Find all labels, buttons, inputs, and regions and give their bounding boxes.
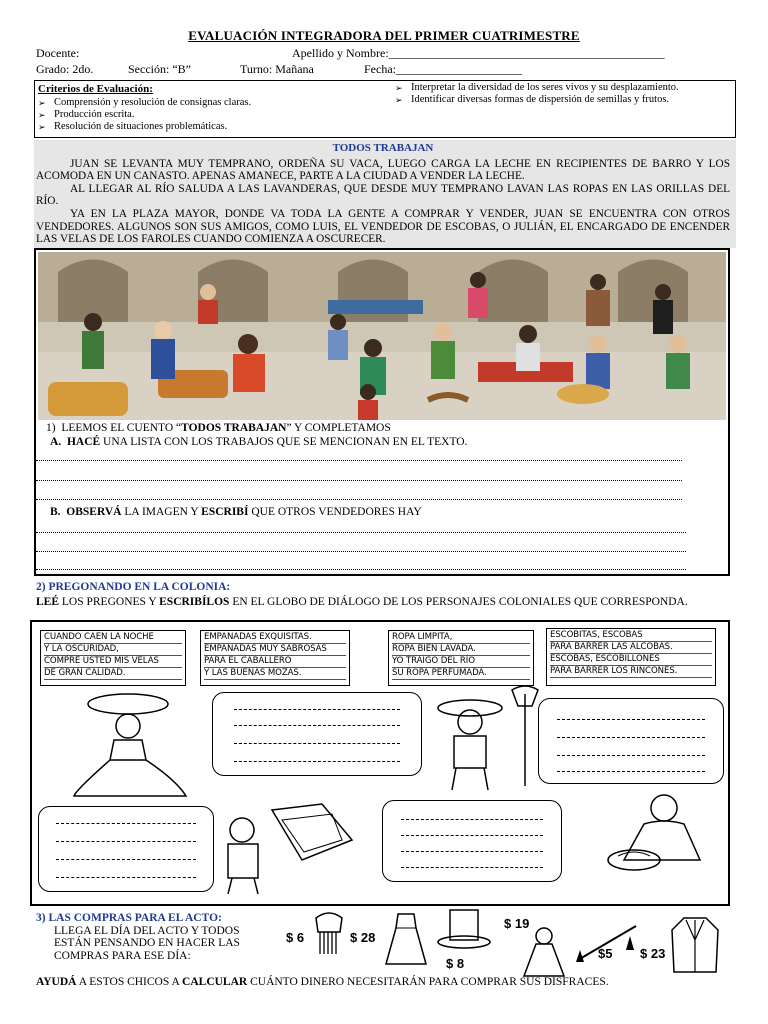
costume-girl-icon	[514, 926, 572, 978]
empanadera-character-icon	[66, 690, 206, 800]
story-paragraph: JUAN SE LEVANTA MUY TEMPRANO, ORDEÑA SU VACA, LUEGO CARGA LA LECHE EN RECIPIENTES DE BARRO Y LOS ACOMODA EN UN CANASTO. APENAS AMANECE, PARTE A LA CIUDAD A VENDER LA LECHE.	[36, 157, 730, 183]
criteria-left	[38, 83, 383, 133]
price-tag-saco: $ 23	[640, 946, 666, 961]
criteria-item: ➢ Interpretar la diversidad de los seres vivos y su desplazamiento.	[395, 82, 679, 93]
docente-label: Docente:	[36, 46, 80, 60]
page-title: EVALUACIÓN INTEGRADORA DEL PRIMER CUATRIMESTRE	[188, 28, 580, 43]
jacket-icon	[668, 916, 722, 974]
header-row-1	[36, 46, 736, 62]
question-3-title: 3) LAS COMPRAS PARA EL ACTO:	[36, 912, 222, 924]
pregon-ropa: ROPA LIMPITA, ROPA BIEN LAVADA. YO TRAIGO DEL RÍO SU ROPA PERFUMADA.	[388, 630, 534, 686]
question-3-instruction: AYUDÁ A ESTOS CHICOS A CALCULAR CUÁNTO DINERO NECESITARÁN PARA COMPRAR SUS DISFRACES.	[36, 976, 609, 988]
lavandera-character-icon	[604, 790, 724, 876]
criteria-right	[395, 82, 733, 106]
peineta-icon	[312, 912, 346, 958]
farolero-character-icon	[212, 800, 362, 896]
price-tag-baston: $5	[598, 946, 613, 961]
top-hat-icon	[436, 908, 492, 952]
turno-label: Turno: Mañana	[240, 62, 314, 76]
answer-line[interactable]	[36, 480, 682, 481]
arrow-bullet-icon: ➢	[38, 122, 46, 132]
question-2-instructions: LEÉ LOS PREGONES Y ESCRIBÍLOS EN EL GLOBO DE DIÁLOGO DE LOS PERSONAJES COLONIALES QUE CORRESPONDA.	[36, 596, 688, 608]
question-1-frame	[34, 248, 730, 576]
arrow-bullet-icon: ➢	[38, 110, 46, 120]
answer-line[interactable]	[36, 499, 682, 500]
pregon-empanadas: EMPANADAS EXQUISITAS. EMPANADAS MUY SABROSAS PARA EL CABALLERO Y LAS BUENAS MOZAS.	[200, 630, 350, 686]
arrow-bullet-icon: ➢	[395, 95, 403, 105]
grado-label: Grado: 2do.	[36, 62, 94, 76]
escobero-character-icon	[420, 686, 550, 796]
question-1b: B. OBSERVÁ LA IMAGEN Y ESCRIBÍ QUE OTROS VENDEDORES HAY	[50, 506, 422, 518]
story-paragraph: AL LLEGAR AL RÍO SALUDA A LAS LAVANDERAS, QUE DESDE MUY TEMPRANO LAVAN LAS ROPAS EN LAS ORILLAS DEL RÍO.	[36, 182, 730, 208]
price-tag-peineta: $ 6	[286, 930, 305, 945]
pregon-velas: CUANDO CAEN LA NOCHE Y LA OSCURIDAD, COMPRE USTED MIS VELAS DE GRAN CALIDAD.	[40, 630, 186, 686]
apellido-field[interactable]: Apellido y Nombre:______________________________________________	[292, 46, 665, 60]
criteria-item: ➢ Resolución de situaciones problemáticas.	[38, 121, 228, 132]
seccion-label: Sección: “B”	[128, 62, 191, 76]
speech-bubble[interactable]	[212, 692, 422, 776]
story-title: TODOS TRABAJAN	[332, 142, 434, 154]
price-tag-vestido-2: $ 19	[504, 916, 530, 931]
criteria-title: Criterios de Evaluación:	[38, 83, 153, 95]
story-box	[34, 140, 736, 248]
answer-line[interactable]	[36, 569, 686, 570]
criteria-item: ➢ Producción escrita.	[38, 109, 135, 120]
criteria-item: ➢ Identificar diversas formas de dispersión de semillas y frutos.	[395, 94, 670, 105]
question-1-heading: 1) LEEMOS EL CUENTO “TODOS TRABAJAN” Y COMPLETAMOS	[46, 422, 391, 434]
arrow-bullet-icon: ➢	[38, 98, 46, 108]
answer-line[interactable]	[36, 460, 682, 461]
question-2-title: 2) PREGONANDO EN LA COLONIA:	[36, 581, 231, 593]
answer-line[interactable]	[36, 551, 686, 552]
fecha-field[interactable]: Fecha:_____________________	[364, 62, 522, 76]
question-2-frame	[30, 620, 730, 906]
price-tag-galera: $ 8	[446, 956, 465, 971]
story-paragraph: YA EN LA PLAZA MAYOR, DONDE VA TODA LA GENTE A COMPRAR Y VENDER, JUAN SE ENCUENTRA CON OTROS VENDEDORES. ALGUNOS SON SUS AMIGOS, COMO LUIS, EL VENDEDOR DE ESCOBAS, O JULIÁN, EL ENCARGADO DE ENCENDER LAS VELAS DE LOS FAROLES CUANDO COMIENZA A OSCURECER.	[36, 207, 730, 246]
question-3-line: COMPRAS PARA ESE DÍA:	[54, 949, 191, 962]
pregon-escobas: ESCOBITAS, ESCOBAS PARA BARRER LAS ALCOBAS. ESCOBAS, ESCOBILLONES PARA BARRER LOS RINCONES.	[546, 628, 716, 686]
header-row-2	[36, 62, 736, 78]
price-tag-vestido: $ 28	[350, 930, 376, 945]
speech-bubble[interactable]	[382, 800, 562, 882]
arrow-bullet-icon: ➢	[395, 83, 403, 93]
criteria-box	[34, 80, 736, 138]
criteria-item: ➢ Comprensión y resolución de consignas claras.	[38, 97, 252, 108]
question-3-line: LLEGA EL DÍA DEL ACTO Y TODOS	[54, 924, 240, 937]
answer-line[interactable]	[36, 532, 686, 533]
speech-bubble[interactable]	[38, 806, 214, 892]
question-3	[36, 912, 240, 962]
speech-bubble[interactable]	[538, 698, 724, 784]
question-3-line: ESTÁN PENSANDO EN HACER LAS	[54, 937, 240, 949]
colonial-market-illustration	[38, 252, 726, 420]
dress-icon	[384, 912, 428, 966]
question-1a: A. HACÉ UNA LISTA CON LOS TRABAJOS QUE SE MENCIONAN EN EL TEXTO.	[50, 436, 468, 448]
